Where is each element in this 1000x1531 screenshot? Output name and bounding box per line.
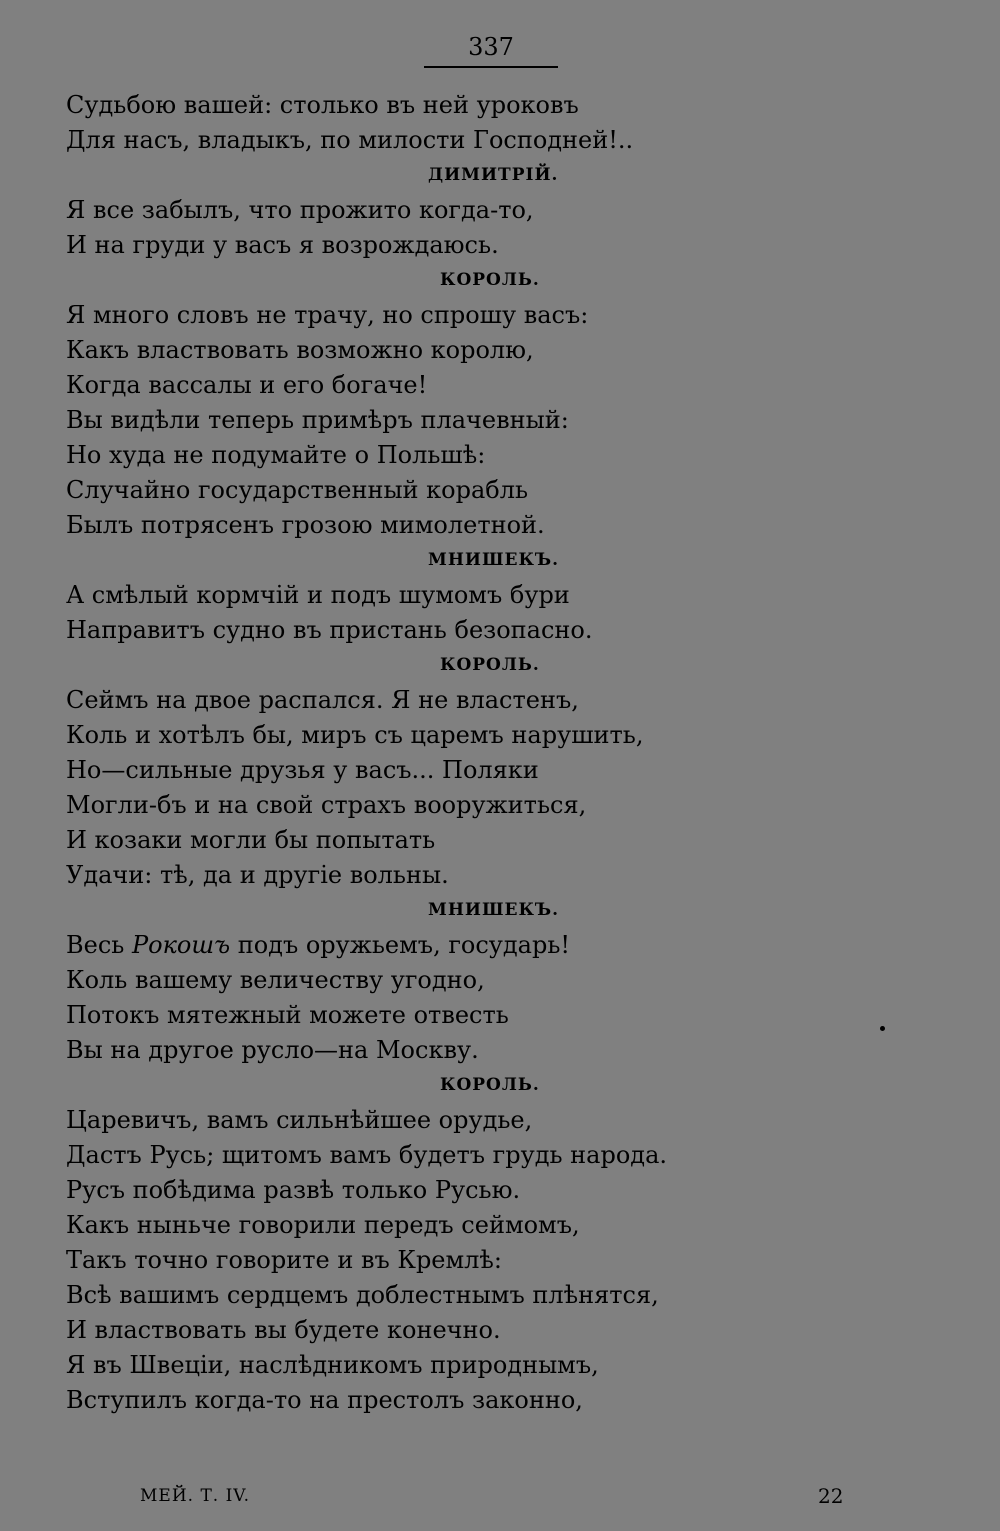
- verse-line: Но—сильные друзья у васъ... Поляки: [66, 756, 539, 784]
- verse-line: Но худа не подумайте о Польшѣ:: [66, 441, 486, 469]
- verse-line-with-italic: Весь Рокошъ подъ оружьемъ, государь!: [66, 931, 571, 959]
- verse-line: И властвовать вы будете конечно.: [66, 1316, 501, 1344]
- verse-line: Потокъ мятежный можете отвесть: [66, 1001, 509, 1029]
- verse-line: Какъ ныньче говорили передъ сеймомъ,: [66, 1211, 580, 1239]
- verse-line: Русъ побѣдима развѣ только Русью.: [66, 1176, 521, 1204]
- verse-line: Могли-бъ и на свой страхъ вооружиться,: [66, 791, 587, 819]
- verse-line: Удачи: тѣ, да и другіе вольны.: [66, 861, 449, 889]
- verse-line: Когда вассалы и его богаче!: [66, 371, 428, 399]
- verse-line: Я въ Швеціи, наслѣдникомъ природнымъ,: [66, 1351, 599, 1379]
- verse-line: Я все забылъ, что прожито когда-то,: [66, 196, 534, 224]
- verse-line: Направитъ судно въ пристань безопасно.: [66, 616, 593, 644]
- verse-line: Вы видѣли теперь примѣръ плачевный:: [66, 406, 569, 434]
- speaker-name: ДИМИТРІЙ.: [428, 165, 559, 185]
- speaker-name: КОРОЛЬ.: [440, 655, 540, 675]
- verse-line: Такъ точно говорите и въ Кремлѣ:: [66, 1246, 502, 1274]
- speaker-name: МНИШЕКЪ.: [428, 900, 560, 920]
- verse-line: Судьбою вашей: столько въ ней уроковъ: [66, 91, 579, 119]
- verse-line: Вступилъ когда-то на престолъ законно,: [66, 1386, 583, 1414]
- verse-line: Случайно государственный корабль: [66, 476, 529, 504]
- verse-line: И на груди у васъ я возрождаюсь.: [66, 231, 499, 259]
- verse-line: Былъ потрясенъ грозою мимолетной.: [66, 511, 545, 539]
- footer-sheet-number: 22: [818, 1484, 844, 1508]
- verse-line: Я много словъ не трачу, но спрошу васъ:: [66, 301, 589, 329]
- verse-line: Коль и хотѣлъ бы, миръ съ царемъ нарушить,: [66, 721, 644, 749]
- verse-line: Вы на другое русло—на Москву.: [66, 1036, 479, 1064]
- verse-line: И козаки могли бы попытать: [66, 826, 436, 854]
- verse-line: Дастъ Русь; щитомъ вамъ будетъ грудь народа.: [66, 1141, 668, 1169]
- speaker-name: КОРОЛЬ.: [440, 1075, 540, 1095]
- verse-text: [66, 88, 946, 1418]
- speaker-name: МНИШЕКЪ.: [428, 550, 560, 570]
- page-number-rule: [424, 66, 558, 68]
- verse-line: Для насъ, владыкъ, по милости Господней!..: [66, 126, 634, 154]
- stray-ink-dot: [880, 1026, 885, 1031]
- verse-line: Всѣ вашимъ сердцемъ доблестнымъ плѣнятся,: [66, 1281, 659, 1309]
- verse-line: Сеймъ на двое распался. Я не властенъ,: [66, 686, 579, 714]
- page-number: 337: [468, 33, 514, 61]
- speaker-name: КОРОЛЬ.: [440, 270, 540, 290]
- verse-line: А смѣлый кормчій и подъ шумомъ бури: [66, 581, 570, 609]
- italic-word: Рокошъ: [131, 931, 231, 959]
- verse-line: Какъ властвовать возможно королю,: [66, 336, 534, 364]
- footer-signature: МЕЙ. Т. IV.: [140, 1486, 251, 1506]
- verse-line: Царевичъ, вамъ сильнѣйшее орудье,: [66, 1106, 533, 1134]
- verse-line: Коль вашему величеству угодно,: [66, 966, 485, 994]
